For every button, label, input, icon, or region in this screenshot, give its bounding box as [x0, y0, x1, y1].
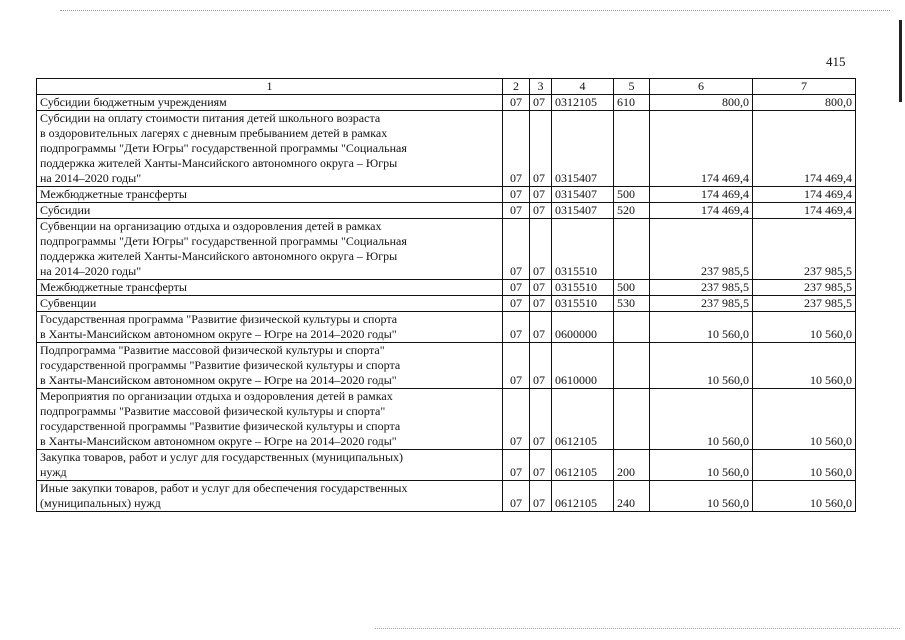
item-name-line: Субсидии на оплату стоимости питания детей школьного возраста — [40, 111, 381, 125]
cell-amount-7: 800,0 — [753, 95, 856, 111]
cell-amount-7: 237 985,5 — [753, 280, 856, 296]
cell-section: 07 — [503, 280, 530, 296]
cell-amount-7: 237 985,5 — [753, 219, 856, 280]
table-row — [37, 296, 856, 312]
cell-item-name — [37, 95, 503, 111]
header-col-7: 7 — [753, 79, 856, 95]
cell-amount-6: 174 469,4 — [650, 111, 753, 187]
table-row — [37, 95, 856, 111]
table-row — [37, 481, 856, 512]
cell-section: 07 — [503, 219, 530, 280]
cell-section: 07 — [503, 481, 530, 512]
cell-amount-7: 10 560,0 — [753, 450, 856, 481]
cell-amount-6: 10 560,0 — [650, 312, 753, 343]
cell-section: 07 — [503, 343, 530, 389]
cell-amount-7: 237 985,5 — [753, 296, 856, 312]
cell-item-name — [37, 389, 503, 450]
cell-expense-type: 520 — [614, 203, 650, 219]
cell-item-name — [37, 343, 503, 389]
item-name-line: на 2014–2020 годы" — [40, 171, 142, 185]
cell-target-code: 0315510 — [552, 219, 614, 280]
item-name-line: государственной программы "Развитие физической культуры и спорта — [40, 358, 401, 372]
cell-target-code: 0315407 — [552, 111, 614, 187]
cell-item-name — [37, 187, 503, 203]
cell-amount-6: 10 560,0 — [650, 343, 753, 389]
item-name-line: Мероприятия по организации отдыха и оздоровления детей в рамках — [40, 389, 393, 403]
cell-amount-6: 800,0 — [650, 95, 753, 111]
cell-target-code: 0315407 — [552, 187, 614, 203]
cell-item-name — [37, 296, 503, 312]
item-name-line: Подпрограмма "Развитие массовой физической культуры и спорта" — [40, 343, 385, 357]
scan-artifact-top — [60, 10, 890, 12]
item-name-line: в Ханты-Мансийском автономном округе – Югре на 2014–2020 годы" — [40, 373, 397, 387]
cell-target-code: 0312105 — [552, 95, 614, 111]
item-name-line: Иные закупки товаров, работ и услуг для обеспечения государственных — [40, 481, 408, 495]
cell-subsection: 07 — [530, 280, 552, 296]
item-name-line: в Ханты-Мансийском автономном округе – Югре на 2014–2020 годы" — [40, 434, 397, 448]
header-row — [37, 79, 856, 95]
item-name-line: в Ханты-Мансийском автономном округе – Югре на 2014–2020 годы" — [40, 327, 397, 341]
item-name-line: поддержка жителей Ханты-Мансийского автономного округа – Югры — [40, 249, 398, 263]
item-name-line: подпрограммы "Дети Югры" государственной программы "Социальная — [40, 141, 407, 155]
cell-amount-6: 10 560,0 — [650, 450, 753, 481]
cell-amount-6: 237 985,5 — [650, 280, 753, 296]
item-name-line: Межбюджетные трансферты — [40, 280, 187, 294]
cell-amount-7: 174 469,4 — [753, 111, 856, 187]
cell-subsection: 07 — [530, 481, 552, 512]
cell-subsection: 07 — [530, 111, 552, 187]
cell-subsection: 07 — [530, 312, 552, 343]
item-name-line: подпрограммы "Развитие массовой физической культуры и спорта" — [40, 404, 386, 418]
table-row — [37, 450, 856, 481]
item-name-line: Межбюджетные трансферты — [40, 187, 187, 201]
table-row — [37, 389, 856, 450]
table-row — [37, 343, 856, 389]
cell-expense-type: 240 — [614, 481, 650, 512]
cell-amount-6: 10 560,0 — [650, 389, 753, 450]
table-row — [37, 111, 856, 187]
cell-section: 07 — [503, 450, 530, 481]
cell-item-name — [37, 219, 503, 280]
cell-subsection: 07 — [530, 450, 552, 481]
cell-target-code: 0612105 — [552, 389, 614, 450]
cell-amount-6: 174 469,4 — [650, 203, 753, 219]
cell-amount-6: 237 985,5 — [650, 219, 753, 280]
cell-section: 07 — [503, 296, 530, 312]
item-name-line: Закупка товаров, работ и услуг для государственных (муниципальных) — [40, 450, 404, 464]
cell-expense-type — [614, 343, 650, 389]
cell-subsection: 07 — [530, 219, 552, 280]
cell-amount-7: 10 560,0 — [753, 481, 856, 512]
cell-subsection: 07 — [530, 343, 552, 389]
header-col-4: 4 — [552, 79, 614, 95]
page-number: 415 — [826, 54, 846, 69]
cell-expense-type — [614, 111, 650, 187]
cell-target-code: 0600000 — [552, 312, 614, 343]
table-row — [37, 187, 856, 203]
cell-expense-type: 500 — [614, 187, 650, 203]
cell-section: 07 — [503, 187, 530, 203]
cell-expense-type — [614, 389, 650, 450]
cell-expense-type: 530 — [614, 296, 650, 312]
header-col-1: 1 — [37, 79, 503, 95]
item-name-line: нужд — [40, 465, 67, 479]
cell-target-code: 0612105 — [552, 450, 614, 481]
cell-section: 07 — [503, 203, 530, 219]
cell-section: 07 — [503, 95, 530, 111]
cell-subsection: 07 — [530, 203, 552, 219]
item-name-line: Субсидии — [40, 203, 91, 217]
cell-amount-6: 237 985,5 — [650, 296, 753, 312]
cell-amount-7: 174 469,4 — [753, 187, 856, 203]
cell-expense-type: 500 — [614, 280, 650, 296]
table-row — [37, 203, 856, 219]
cell-subsection: 07 — [530, 296, 552, 312]
cell-item-name — [37, 203, 503, 219]
scan-artifact-bottom — [375, 628, 900, 630]
cell-item-name — [37, 111, 503, 187]
item-name-line: на 2014–2020 годы" — [40, 264, 142, 278]
header-col-5: 5 — [614, 79, 650, 95]
cell-item-name — [37, 312, 503, 343]
cell-expense-type: 610 — [614, 95, 650, 111]
item-name-line: подпрограммы "Дети Югры" государственной программы "Социальная — [40, 234, 407, 248]
cell-item-name — [37, 481, 503, 512]
table-row — [37, 312, 856, 343]
table-body — [37, 95, 856, 512]
item-name-line: Субвенции на организацию отдыха и оздоровления детей в рамках — [40, 219, 382, 233]
cell-item-name — [37, 450, 503, 481]
item-name-line: государственной программы "Развитие физической культуры и спорта — [40, 419, 401, 433]
cell-amount-6: 10 560,0 — [650, 481, 753, 512]
cell-amount-6: 174 469,4 — [650, 187, 753, 203]
item-name-line: Субвенции — [40, 296, 97, 310]
cell-target-code: 0315407 — [552, 203, 614, 219]
budget-table — [36, 78, 856, 512]
table-row — [37, 280, 856, 296]
item-name-line: Государственная программа "Развитие физической культуры и спорта — [40, 312, 398, 326]
item-name-line: в оздоровительных лагерях с дневным пребыванием детей в рамках — [40, 126, 388, 140]
header-col-2: 2 — [503, 79, 530, 95]
cell-target-code: 0612105 — [552, 481, 614, 512]
cell-expense-type — [614, 312, 650, 343]
cell-target-code: 0315510 — [552, 296, 614, 312]
cell-target-code: 0610000 — [552, 343, 614, 389]
table-row — [37, 219, 856, 280]
cell-section: 07 — [503, 389, 530, 450]
cell-expense-type: 200 — [614, 450, 650, 481]
cell-subsection: 07 — [530, 389, 552, 450]
item-name-line: (муниципальных) нужд — [40, 496, 161, 510]
cell-target-code: 0315510 — [552, 280, 614, 296]
cell-amount-7: 10 560,0 — [753, 312, 856, 343]
item-name-line: поддержка жителей Ханты-Мансийского автономного округа – Югры — [40, 156, 398, 170]
cell-section: 07 — [503, 312, 530, 343]
cell-expense-type — [614, 219, 650, 280]
cell-section: 07 — [503, 111, 530, 187]
cell-amount-7: 10 560,0 — [753, 343, 856, 389]
header-col-6: 6 — [650, 79, 753, 95]
cell-subsection: 07 — [530, 187, 552, 203]
cell-amount-7: 174 469,4 — [753, 203, 856, 219]
cell-item-name — [37, 280, 503, 296]
header-col-3: 3 — [530, 79, 552, 95]
cell-subsection: 07 — [530, 95, 552, 111]
cell-amount-7: 10 560,0 — [753, 389, 856, 450]
scan-edge-bar — [899, 20, 902, 102]
item-name-line: Субсидии бюджетным учреждениям — [40, 95, 227, 109]
